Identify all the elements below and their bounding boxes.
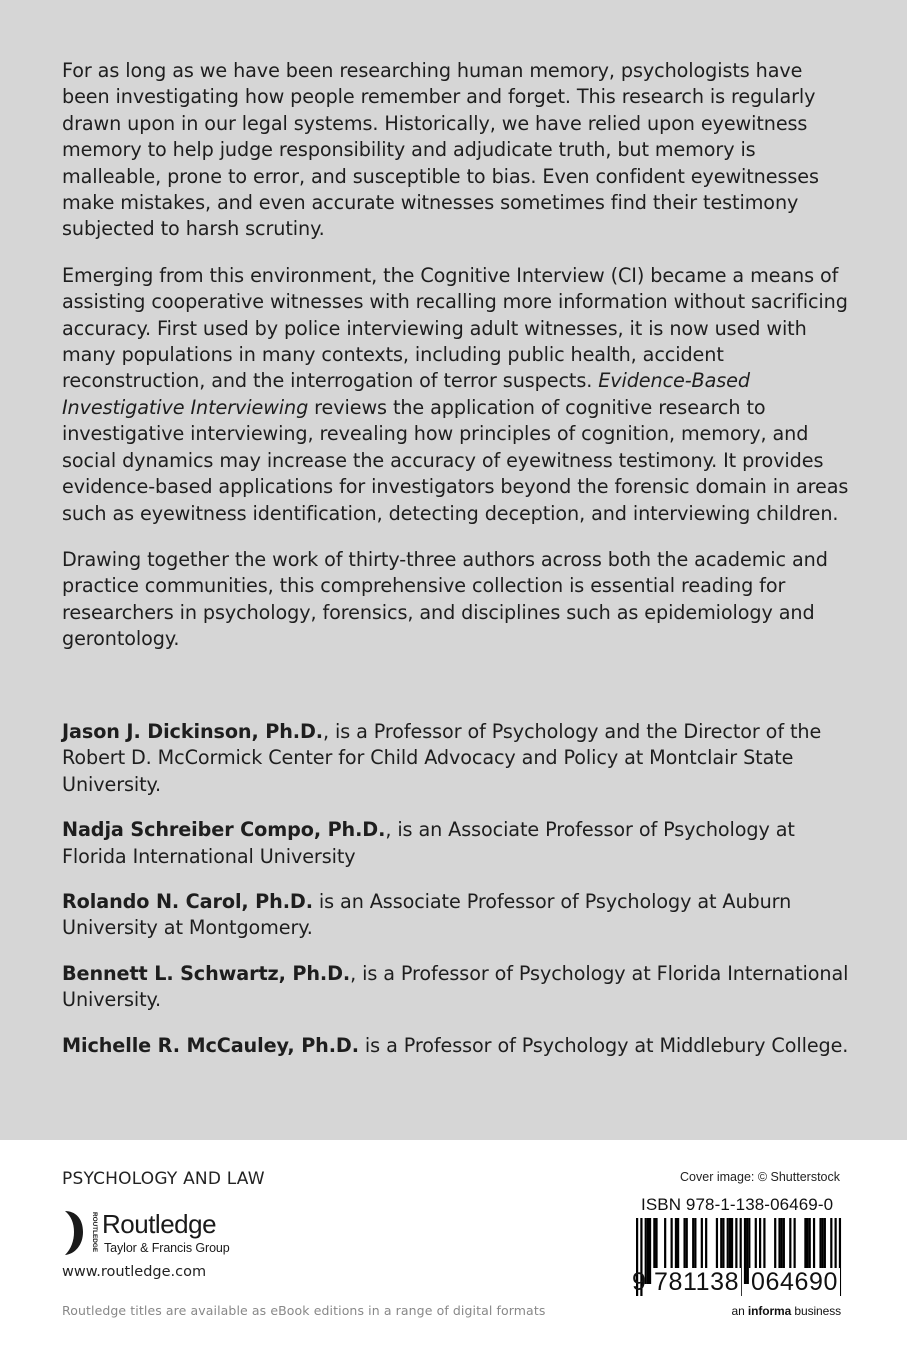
description-p2-rest: reviews the application of cognitive research to investigative interviewing, revealing how principles of cognition, memory, and social dynamics may increase the accuracy of eyewitness testimony. It provides evidence-based applications for investigators beyond the forensic domain in areas such as eyewitness identification, detecting deception, and interviewing children. [62,395,849,525]
bio-name: Nadja Schreiber Compo, Ph.D. [62,818,386,842]
routledge-logo [62,1208,262,1260]
bio-dickinson [62,719,852,798]
bio-schwartz [62,961,852,1014]
bio-text: , is a Professor of Psychology at Florida International University. [62,961,849,1012]
bio-text: , is an Associate Professor of Psychology at Florida International University [62,818,795,868]
bio-carol [62,889,852,942]
description-p2-intro: Emerging from this environment, the Cognitive Interview (CI) became a means of assisting cooperative witnesses with recalling more information without sacrificing accuracy. First used by police interviewing adult witnesses, it is now used with many populations in many contexts, including public health, accident reconstruction, and the interrogation of terror suspects. [62,263,848,393]
informa-brand: informa [747,1304,792,1318]
barcode-left-digits: 781138 [654,1268,740,1296]
cover-image-credit: Cover image: © Shutterstock [680,1170,840,1184]
bio-name: Bennett L. Schwartz, Ph.D. [62,961,351,985]
description-paragraph-3: Drawing together the work of thirty-three authors across both the academic and practice communities, this comprehensive collection is essential reading for researchers in psychology, forensics, and disciplines such as epidemiology and gerontology. [62,547,828,651]
publisher-name: Routledge [102,1209,217,1239]
book-title-italic: Evidence-Based Investigative Interviewing [62,369,750,419]
informa-business-tagline [732,1304,842,1318]
bio-name: Jason J. Dickinson, Ph.D. [62,720,323,743]
editor-bios [62,719,852,1078]
barcode-right-digits: 064690 [751,1268,839,1296]
description-paragraph-1: For as long as we have been researching human memory, psychologists have been investigating how people remember and forget. This research is regularly drawn upon in our legal systems. Historically, we have relied upon eyewitness memory to help judge responsibility and adjudicate truth, but memory is malleable, prone to error, and susceptible to bias. Even confident eyewitnesses make mistakes, and even accurate witnesses sometimes find their testimony subjected to harsh scrutiny. [62,59,819,241]
barcode-lead-digit: 9 [632,1268,646,1296]
bio-name: Michelle R. McCauley, Ph.D. [62,1033,359,1057]
informa-suffix: business [791,1304,841,1318]
barcode-digits [632,1267,846,1303]
bio-mccauley [62,1033,852,1059]
bio-text: , is a Professor of Psychology and the Director of the Robert D. McCormick Center for Child Advocacy and Policy at Montclair State University. [62,720,822,796]
book-description [62,58,852,673]
isbn-number: ISBN 978-1-138-06469-0 [641,1195,834,1214]
publisher-group: Taylor & Francis Group [104,1241,230,1255]
bio-text: is a Professor of Psychology at Middlebury College. [358,1033,849,1057]
description-paragraph-2 [62,263,852,527]
bio-name: Rolando N. Carol, Ph.D. [62,890,313,914]
publisher-website-link[interactable]: www.routledge.com [62,1264,207,1280]
informa-prefix: an [731,1304,748,1318]
bio-text: is an Associate Professor of Psychology at Auburn University at Montgomery. [62,890,792,940]
bio-schreiber-compo [62,817,852,870]
routledge-vertical-label: ROUTLEDGE [91,1212,98,1253]
ebook-availability-note: Routledge titles are available as eBook editions in a range of digital formats [62,1303,546,1318]
routledge-logo-mark-icon [62,1208,98,1258]
series-name: PSYCHOLOGY AND LAW [62,1169,265,1189]
